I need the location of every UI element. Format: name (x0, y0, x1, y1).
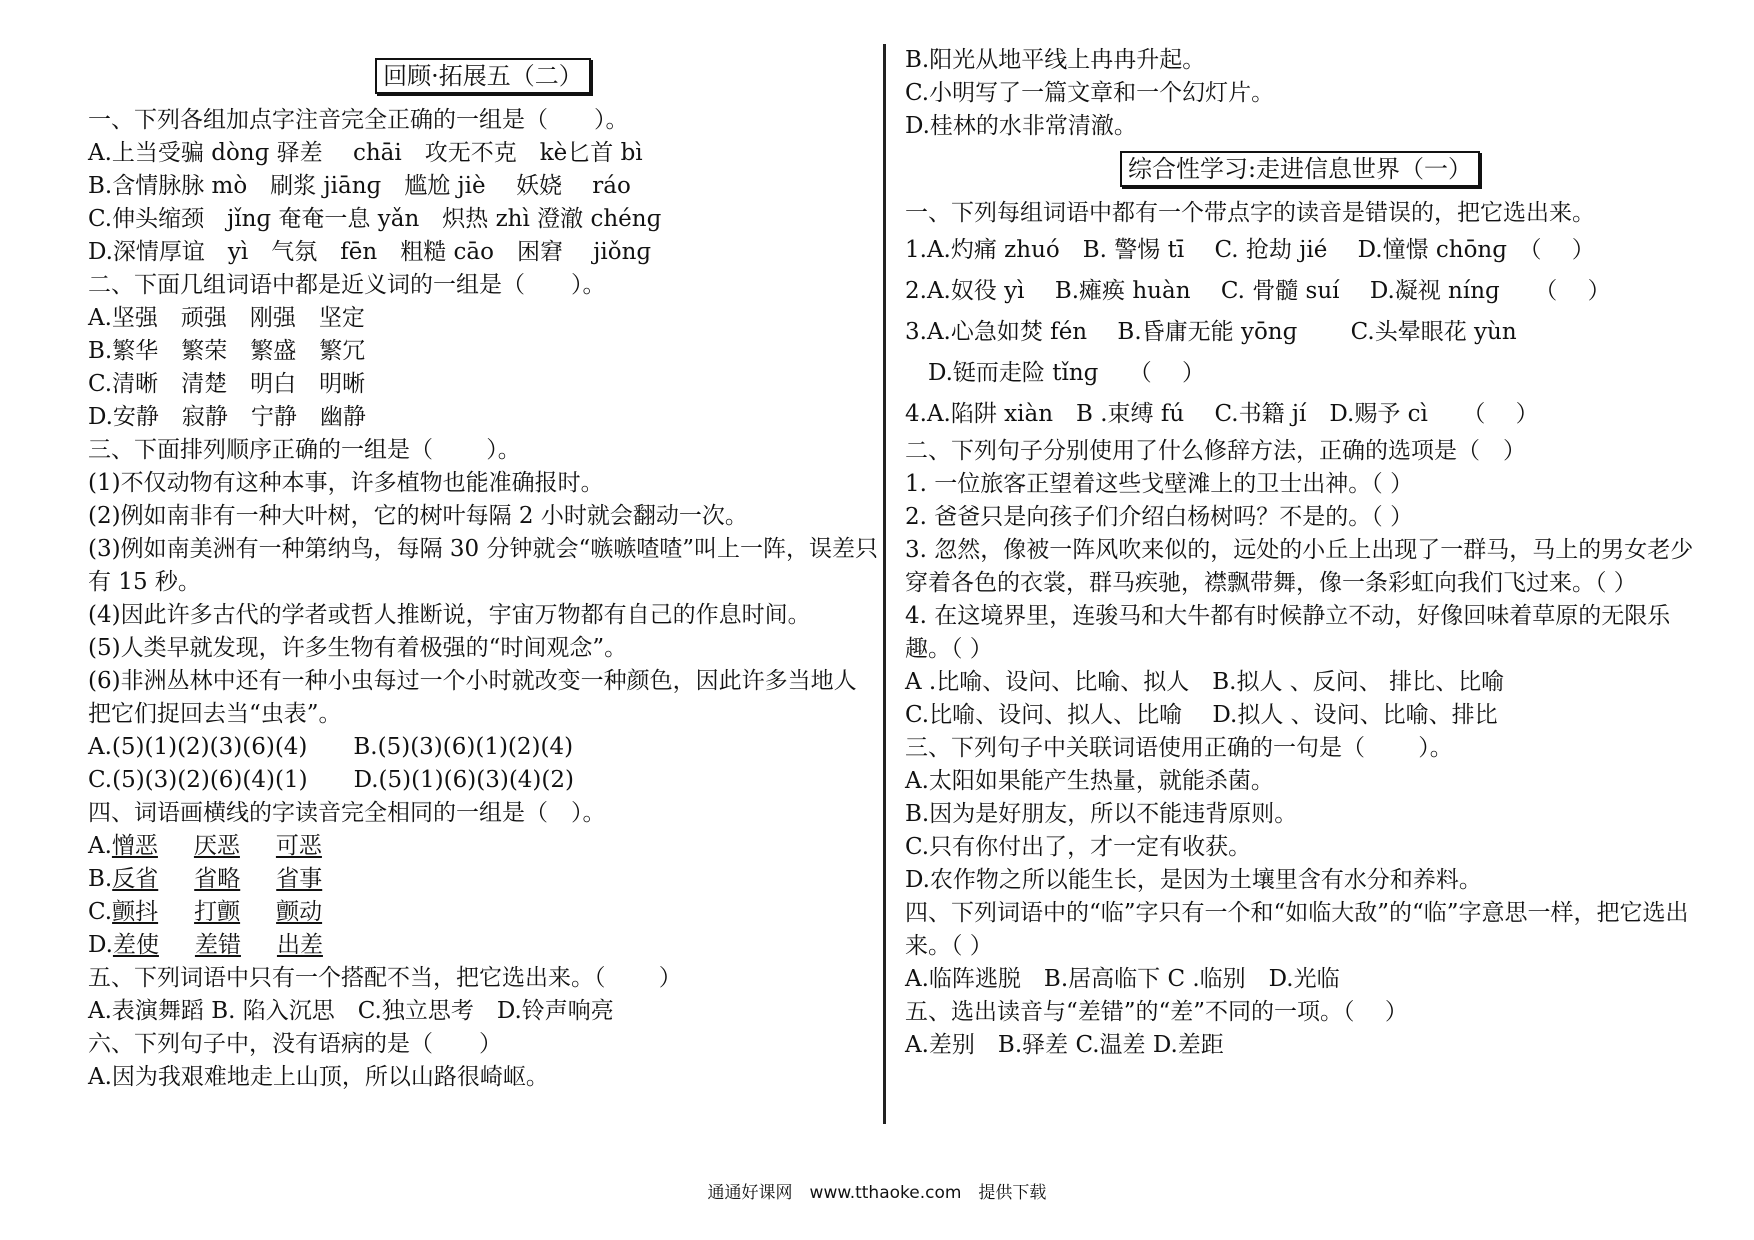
r-q2-item: 1. 一位旅客正望着这些戈壁滩上的卫士出神。（ ） (905, 471, 1414, 497)
q1-option-a: A.上当受骗 dònɡ 驿差 chāi 攻无不克 kè匕首 bì (88, 140, 643, 166)
q2-stem: 二、下面几组词语中都是近义词的一组是（ ）。 (88, 272, 606, 298)
right-title-row (905, 151, 1695, 187)
r-q4-options: A.临阵逃脱 B.居高临下 C .临别 D.光临 (905, 966, 1340, 992)
q4-option-b (88, 863, 878, 896)
right-column (905, 44, 1695, 1062)
r-q5-options: A.差别 B.驿差 C.温差 D.差距 (905, 1032, 1224, 1058)
q4-stem: 四、词语画横线的字读音完全相同的一组是（ ）。 (88, 800, 606, 826)
q2-option-d: D.安静 寂静 宁静 幽静 (88, 404, 366, 430)
r-q2-stem: 二、下列句子分别使用了什么修辞方法，正确的选项是（ ） (905, 438, 1526, 464)
r-q3-option-c: C.只有你付出了，才一定有收获。 (905, 834, 1252, 860)
q1-option-c: C.伸头缩颈 jǐnɡ 奄奄一息 yǎn 炽热 zhì 澄澈 chénɡ (88, 206, 662, 232)
r-q4-stem: 四、下列词语中的“临”字只有一个和“如临大敌”的“临”字意思一样，把它选出来。（ ） (905, 900, 1689, 959)
underlined-word: 厌恶 (193, 833, 240, 859)
q2-option-a: A.坚强 顽强 刚强 坚定 (88, 305, 365, 331)
q3-stem: 三、下面排列顺序正确的一组是（ ）。 (88, 437, 521, 463)
q3-item: (3)例如南美洲有一种第纳鸟，每隔 30 分钟就会“嗾嗾喳喳”叫上一阵，误差只有 15 秒。 (88, 536, 878, 595)
footer-credit: 通通好课网 www.tthaoke.com 提供下载 (707, 1183, 1047, 1203)
r-q1-item: 4.A.陷阱 xiàn B .束缚 fú C.书籍 jí D.赐予 cì （ ） (905, 401, 1539, 427)
underlined-word: 省事 (276, 866, 323, 892)
q3-item: (2)例如南非有一种大叶树，它的树叶每隔 2 小时就会翻动一次。 (88, 503, 748, 529)
option-label: A. (88, 833, 112, 859)
q3-item: (5)人类早就发现，许多生物有着极强的“时间观念”。 (88, 635, 628, 661)
option-label: B. (88, 866, 113, 892)
right-section-title: 综合性学习:走进信息世界（一） (1120, 151, 1480, 187)
q5-options: A.表演舞蹈 B. 陷入沉思 C.独立思考 D.铃声响亮 (88, 998, 614, 1024)
r-q5-stem: 五、选出读音与“差错”的“差”不同的一项。（ ） (905, 999, 1408, 1025)
r-q2-item: 4. 在这境界里，连骏马和大牛都有时候静立不动，好像回味着草原的无限乐趣。（ ） (905, 603, 1671, 662)
underlined-word: 反省 (112, 866, 159, 892)
r-q2-item: 3. 忽然，像被一阵风吹来似的，远处的小丘上出现了一群马，马上的男女老少穿着各色的衣裳，群马疾驰，襟飘带舞，像一条彩虹向我们飞过来。（ ） (905, 537, 1694, 596)
q6-option-b: B.阳光从地平线上冉冉升起。 (905, 47, 1206, 73)
q1-option-d: D.深情厚谊 yì 气氛 fēn 粗糙 cāo 困窘 jiǒnɡ (88, 239, 652, 265)
q1-option-b: B.含情脉脉 mò 刷浆 jiānɡ 尴尬 jiè 妖娆 ráo (88, 173, 631, 199)
underlined-word: 颤动 (276, 899, 323, 925)
q3-item: (4)因此许多古代的学者或哲人推断说，宇宙万物都有自己的作息时间。 (88, 602, 811, 628)
left-column (88, 58, 878, 1094)
q4-option-d (88, 929, 878, 962)
q4-option-c (88, 896, 878, 929)
r-q1-item: 2.A.奴役 yì B.瘫痪 huàn C. 骨髓 suí D.凝视 nínɡ （ ） (905, 278, 1611, 304)
underlined-word: 颤抖 (112, 899, 159, 925)
q6-option-a: A.因为我艰难地走上山顶，所以山路很崎岖。 (88, 1064, 549, 1090)
underlined-word: 打颤 (194, 899, 241, 925)
r-q1-item: 3.A.心急如焚 fén B.昏庸无能 yōnɡ C.头晕眼花 yùn (905, 319, 1517, 345)
r-q2-item: 2. 爸爸只是向孩子们介绍白杨树吗？不是的。（ ） (905, 504, 1414, 530)
q6-option-c: C.小明写了一篇文章和一个幻灯片。 (905, 80, 1275, 106)
r-q1-item: 1.A.灼痛 zhuó B. 警惕 tī C. 抢劫 jié D.憧憬 chōnɡ （ ） (905, 237, 1595, 263)
q4-option-a (88, 830, 878, 863)
q1-stem: 一、下列各组加点字注音完全正确的一组是（ ）。 (88, 107, 629, 133)
r-q3-stem: 三、下列句子中关联词语使用正确的一句是（ ）。 (905, 735, 1453, 761)
r-q2-option-ab: A .比喻、设问、比喻、拟人 B.拟人 、反问、 排比、比喻 (905, 669, 1505, 695)
r-q2-option-cd: C.比喻、设问、拟人、比喻 D.拟人 、设问、比喻、排比 (905, 702, 1498, 728)
underlined-word: 憎恶 (111, 833, 158, 859)
q6-option-d: D.桂林的水非常清澈。 (905, 113, 1137, 139)
q2-option-c: C.清晰 清楚 明白 明晰 (88, 371, 366, 397)
r-q3-option-b: B.因为是好朋友，所以不能违背原则。 (905, 801, 1298, 827)
q3-item: (6)非洲丛林中还有一种小虫每过一个小时就改变一种颜色，因此许多当地人把它们捉回去当“虫表”。 (88, 668, 857, 727)
r-q1-stem: 一、下列每组词语中都有一个带点字的读音是错误的，把它选出来。 (905, 200, 1595, 226)
q6-stem: 六、下列句子中，没有语病的是（ ） (88, 1031, 502, 1057)
underlined-word: 省略 (194, 866, 241, 892)
q5-stem: 五、下列词语中只有一个搭配不当，把它选出来。（ ） (88, 965, 682, 991)
r-q1-item: D.铤而走险 tǐnɡ （ ） (905, 360, 1205, 386)
r-q3-option-d: D.农作物之所以能生长，是因为土壤里含有水分和养料。 (905, 867, 1482, 893)
q3-option-ab: A.(5)(1)(2)(3)(6)(4) B.(5)(3)(6)(1)(2)(4) (88, 734, 574, 760)
q2-option-b: B.繁华 繁荣 繁盛 繁冗 (88, 338, 366, 364)
underlined-word: 出差 (276, 932, 323, 958)
underlined-word: 可恶 (275, 833, 322, 859)
underlined-word: 差错 (194, 932, 241, 958)
left-section-title: 回顾·拓展五（二） (375, 58, 591, 94)
option-label: D. (88, 932, 113, 958)
q3-item: (1)不仅动物有这种本事，许多植物也能准确报时。 (88, 470, 604, 496)
r-q3-option-a: A.太阳如果能产生热量，就能杀菌。 (905, 768, 1274, 794)
underlined-word: 差使 (112, 932, 159, 958)
q3-option-cd: C.(5)(3)(2)(6)(4)(1) D.(5)(1)(6)(3)(4)(2) (88, 767, 574, 793)
column-divider (883, 44, 886, 1124)
left-title-row (88, 58, 878, 94)
option-label: C. (88, 899, 113, 925)
